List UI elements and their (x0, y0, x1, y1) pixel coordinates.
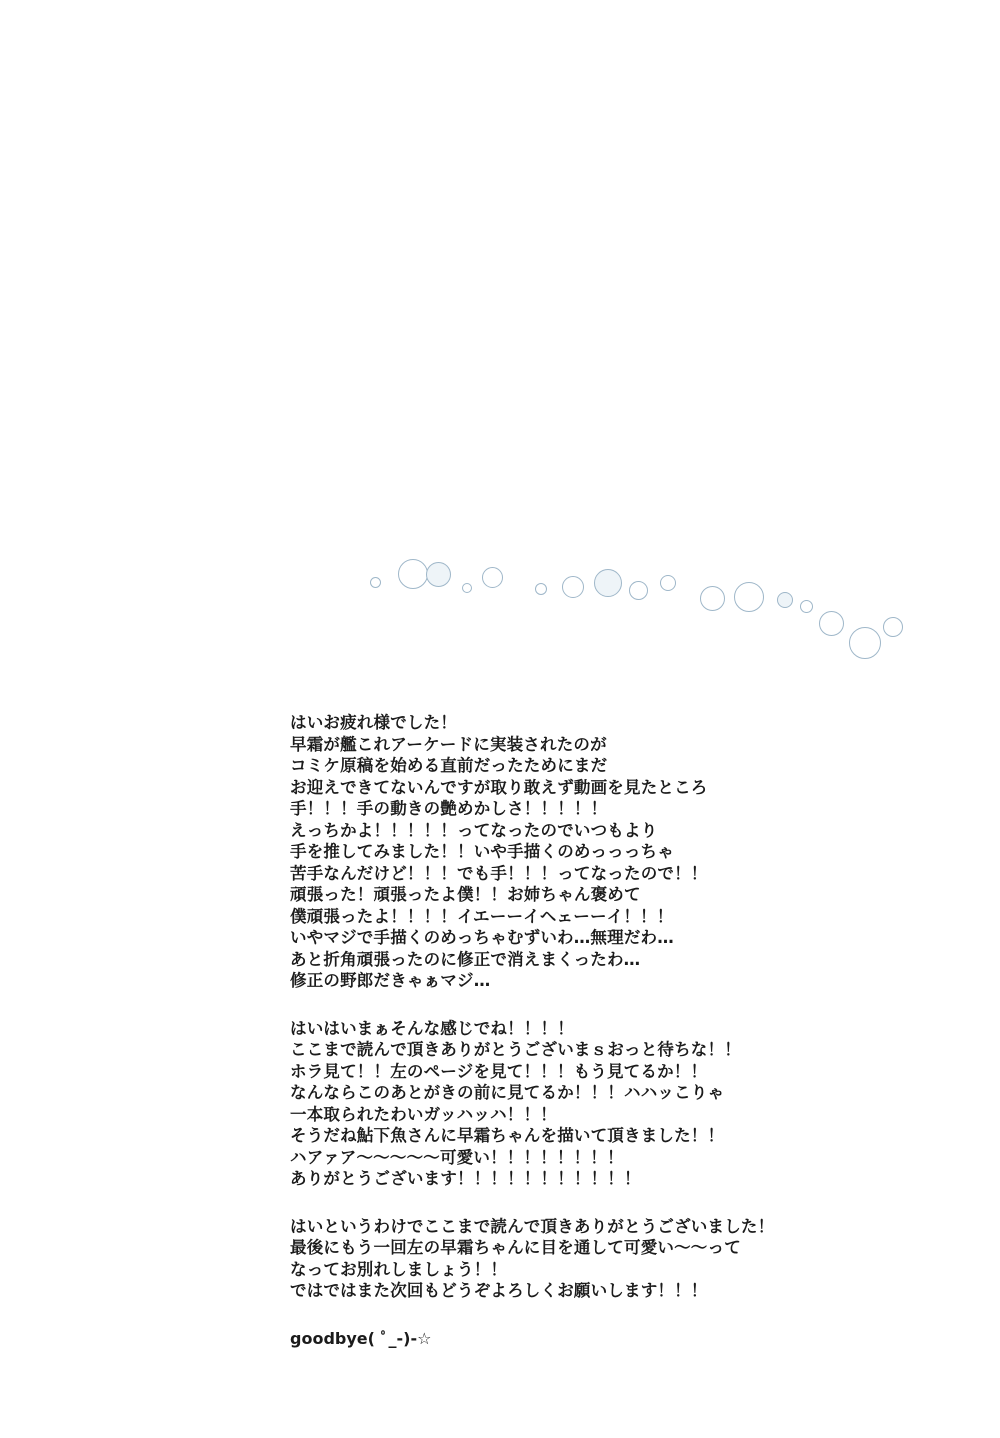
afterword-line: なんならこのあとがきの前に見てるか！！！ハハッこりゃ (290, 1083, 725, 1102)
bubble-icon (819, 611, 844, 636)
afterword-line: はいというわけでここまで読んで頂きありがとうございました！ (290, 1216, 775, 1236)
afterword-line: はいはいまぁそんな感じでね！！！！ (290, 1018, 574, 1038)
afterword-line: goodbye( ﾟ_-)-☆ (290, 1328, 432, 1348)
afterword-line: いやマジで手描くのめっちゃむずいわ…無理だわ… (290, 928, 674, 947)
afterword-line: ありがとうございます！！！！！！！！！！！ (290, 1169, 641, 1188)
afterword-line: 手！！！手の動きの艶めかしさ！！！！！ (290, 799, 608, 818)
afterword-line: そうだね鮎下魚さんに早霜ちゃんを描いて頂きました！！ (290, 1126, 725, 1145)
afterword-line: 早霜が艦これアーケードに実装されたのが (290, 734, 607, 754)
afterword-line: ではではまた次回もどうぞよろしくお願いします！！！ (290, 1281, 708, 1300)
afterword-line: 修正の野郎だきゃぁマジ… (290, 971, 491, 990)
afterword-line: 僕頑張ったよ！！！！イエーーイヘェーーイ！！！ (290, 906, 674, 926)
bubble-icon (629, 581, 648, 600)
bubble-icon (660, 575, 676, 591)
bubble-icon (562, 576, 584, 598)
bubble-icon (398, 559, 428, 589)
afterword-line: 手を推してみました！！いや手描くのめっっっちゃ (290, 842, 674, 861)
afterword-line: ホラ見て！！左のページを見て！！！もう見てるか！！ (290, 1061, 708, 1081)
bubble-arc-decoration (330, 545, 930, 685)
afterword-line: 苦手なんだけど！！！でも手！！！ってなったので！！ (290, 863, 708, 883)
bubble-icon (594, 569, 622, 597)
bubble-icon (883, 617, 903, 637)
bubble-icon (734, 582, 764, 612)
afterword-line: お迎えできてないんですが取り敢えず動画を見たところ (290, 777, 708, 797)
bubble-icon (482, 567, 503, 588)
bubble-icon (800, 600, 813, 613)
afterword-line: 一本取られたわいガッハッハ！！！ (290, 1104, 557, 1124)
afterword-line: コミケ原稿を始める直前だったためにまだ (290, 756, 608, 775)
bubble-icon (462, 583, 472, 593)
bubble-icon (535, 583, 547, 595)
afterword-paragraph (290, 1018, 930, 1190)
afterword-line: あと折角頑張ったのに修正で消えまくったわ… (290, 949, 641, 969)
afterword-line: ハアァア〜〜〜〜〜可愛い！！！！！！！！ (290, 1147, 624, 1167)
afterword-paragraph (290, 712, 930, 992)
afterword-line: 最後にもう一回左の早霜ちゃんに目を通して可愛い〜〜って (290, 1238, 741, 1257)
afterword-paragraph (290, 1328, 930, 1350)
afterword-text-block (290, 712, 930, 1349)
afterword-line: 頑張った！頑張ったよ僕！！お姉ちゃん褒めて (290, 885, 641, 904)
bubble-icon (700, 586, 725, 611)
bubble-icon (849, 627, 881, 659)
bubble-icon (777, 592, 793, 608)
afterword-paragraph (290, 1216, 930, 1302)
afterword-line: はいお疲れ様でした！ (290, 713, 457, 732)
bubble-icon (426, 562, 451, 587)
bubble-icon (370, 577, 381, 588)
afterword-line: ここまで読んで頂きありがとうございまｓおっと待ちな！！ (290, 1040, 741, 1059)
afterword-line: なってお別れしましょう！！ (290, 1259, 508, 1279)
afterword-line: えっちかよ！！！！！ってなったのでいつもより (290, 820, 658, 840)
